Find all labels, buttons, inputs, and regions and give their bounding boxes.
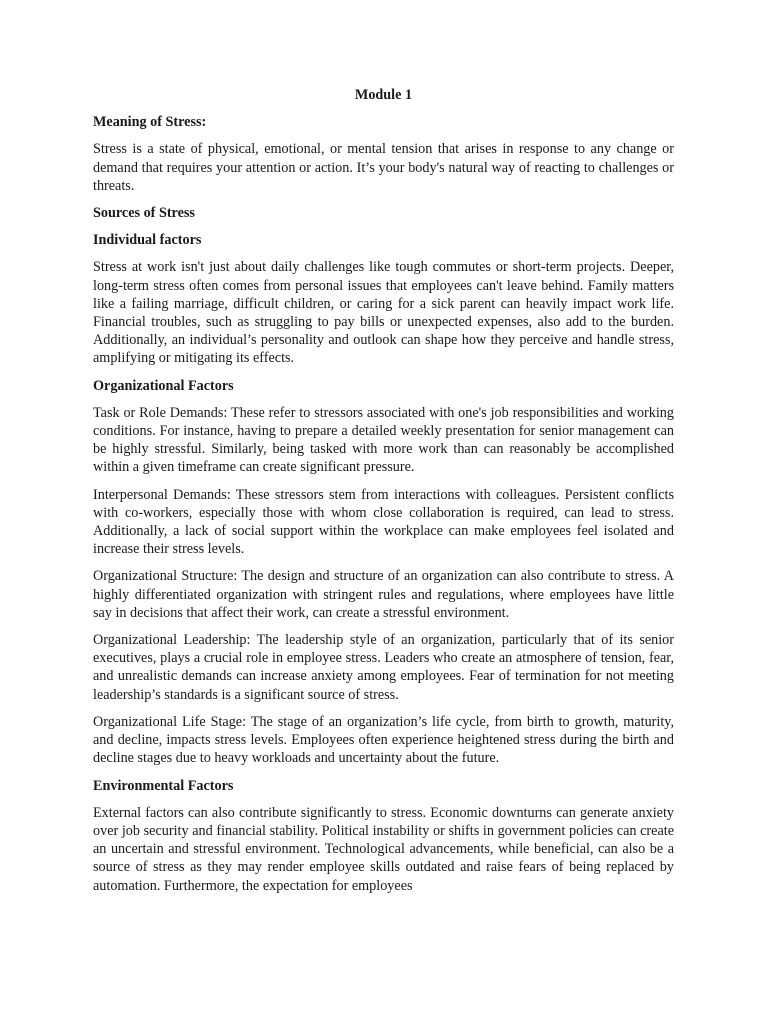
environmental-factors-paragraph: External factors can also contribute significantly to stress. Economic downturns can generate anxiety over job security and financial stability. Political instability or shifts in government policies can create an uncertain and stressful environment. Technological advancements, while beneficial, can also be a source of stress as they may render employee skills outdated and raise fears of being replaced by automation. Furthermore, the expectation for employees [93, 804, 674, 894]
meaning-heading: Meaning of Stress: [93, 114, 207, 131]
interpersonal-demands-paragraph: Interpersonal Demands: These stressors stem from interactions with colleagues. Persistent conflicts with co-workers, especially those with whom close collaboration is required, can lead to stress. Additionally, a lack of social support within the workplace can make employees feel isolated and increase their stress levels. [93, 486, 674, 558]
task-role-demands-paragraph: Task or Role Demands: These refer to stressors associated with one's job responsibilities and working conditions. For instance, having to prepare a detailed weekly presentation for senior management can be highly stressful. Similarly, being tasked with more work than can reasonably be accomplished within a given timeframe can create significant pressure. [93, 404, 674, 476]
sources-heading: Sources of Stress [93, 205, 195, 222]
organizational-factors-heading: Organizational Factors [93, 377, 234, 394]
environmental-factors-heading: Environmental Factors [93, 777, 234, 794]
individual-factors-heading: Individual factors [93, 232, 202, 249]
document-page [93, 86, 674, 904]
organizational-structure-paragraph: Organizational Structure: The design and structure of an organization can also contribute to stress. A highly differentiated organization with stringent rules and regulations, where employees have little say in decisions that affect their work, can create a stressful environment. [93, 568, 674, 621]
individual-factors-paragraph: Stress at work isn't just about daily challenges like tough commutes or short-term projects. Deeper, long-term stress often comes from personal issues that employees can't leave behind. Family matters like a failing marriage, difficult children, or caring for a sick parent can heavily impact work life. Financial troubles, such as struggling to pay bills or unexpected expenses, also add to the burden. Additionally, an individual’s personality and outlook can shape how they perceive and handle stress, amplifying or mitigating its effects. [93, 259, 674, 367]
meaning-paragraph: Stress is a state of physical, emotional, or mental tension that arises in response to any change or demand that requires your attention or action. It’s your body's natural way of reacting to challenges or threats. [93, 141, 674, 194]
organizational-leadership-paragraph: Organizational Leadership: The leadership style of an organization, particularly that of its senior executives, plays a crucial role in employee stress. Leaders who create an atmosphere of tension, fear, and unrealistic demands can increase anxiety among employees. Fear of termination for not meeting leadership’s standards is a significant source of stress. [93, 632, 674, 703]
document-title: Module 1 [354, 87, 413, 103]
organizational-life-stage-paragraph: Organizational Life Stage: The stage of an organization’s life cycle, from birth to growth, maturity, and decline, impacts stress levels. Employees often experience heightened stress during the birth and decline stages due to heavy workloads and uncertainty about the future. [93, 713, 674, 767]
